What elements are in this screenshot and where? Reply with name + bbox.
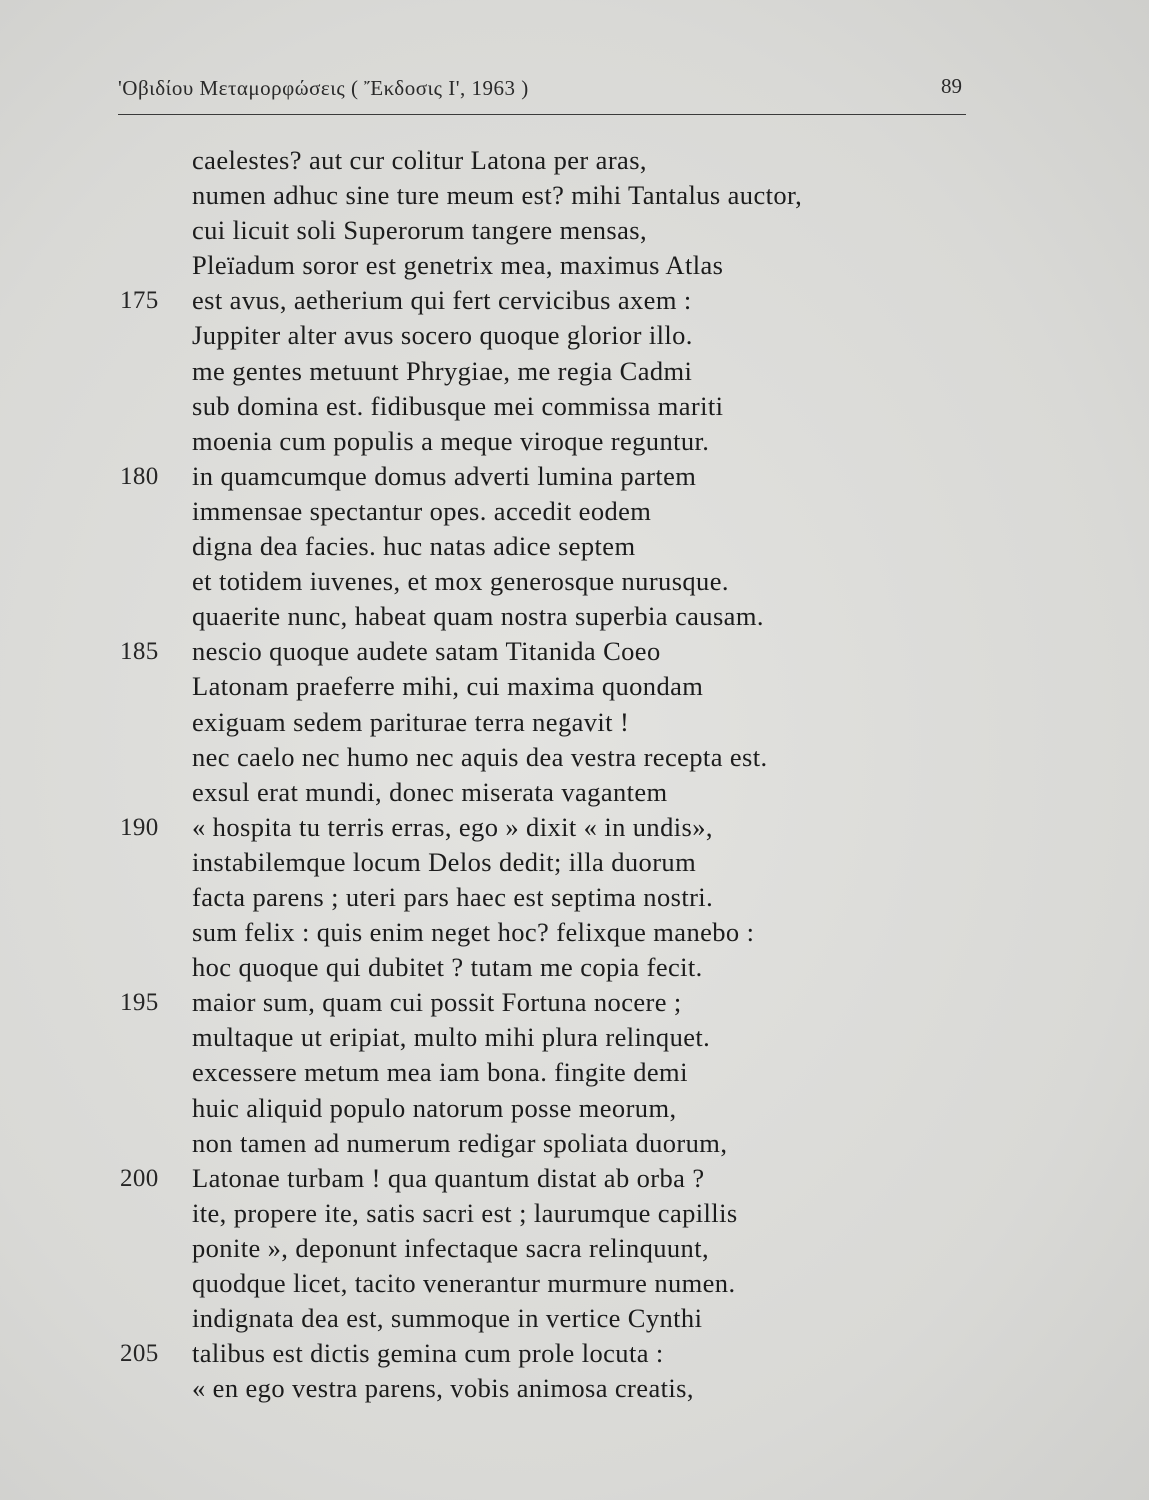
- verse-text: indignata dea est, summoque in vertice Cynthi: [192, 1303, 703, 1334]
- verse-text: multaque ut eripiat, multo mihi plura relinquet.: [192, 1022, 711, 1053]
- verse-line: [118, 248, 978, 283]
- verse-text: « hospita tu terris erras, ego » dixit « in undis»,: [192, 811, 713, 842]
- verse-line: [118, 1161, 978, 1196]
- verse-block: [118, 143, 978, 1406]
- line-number: 175: [120, 287, 159, 315]
- verse-line: [118, 1301, 978, 1336]
- verse-line: [118, 213, 978, 248]
- line-number: 180: [120, 462, 159, 490]
- verse-text: quodque licet, tacito venerantur murmure numen.: [192, 1268, 736, 1298]
- verse-text: non tamen ad numerum redigar spoliata duorum,: [192, 1127, 728, 1158]
- verse-text: « en ego vestra parens, vobis animosa creatis,: [192, 1373, 694, 1404]
- verse-line: [118, 1055, 978, 1090]
- verse-text: et totidem iuvenes, et mox generosque nurusque.: [192, 566, 729, 597]
- verse-text: nescio quoque audete satam Titanida Coeo: [192, 636, 661, 667]
- verse-text: talibus est dictis gemina cum prole locuta :: [192, 1338, 664, 1369]
- verse-text: immensae spectantur opes. accedit eodem: [192, 495, 652, 526]
- line-number: 200: [120, 1164, 159, 1192]
- verse-line: [118, 1266, 978, 1301]
- verse-text: nec caelo nec humo nec aquis dea vestra recepta est.: [192, 741, 768, 772]
- line-number: 205: [120, 1340, 159, 1368]
- verse-line: [118, 178, 978, 213]
- verse-line: [118, 1020, 978, 1055]
- verse-text: cui licuit soli Superorum tangere mensas,: [192, 215, 648, 246]
- verse-line: [118, 283, 978, 318]
- line-number: 190: [120, 813, 159, 841]
- verse-line: [118, 1126, 978, 1161]
- verse-text: hoc quoque qui dubitet ? tutam me copia fecit.: [192, 952, 703, 983]
- verse-line: [118, 424, 978, 459]
- verse-text: Latonae turbam ! qua quantum distat ab orba ?: [192, 1162, 705, 1193]
- verse-text: quaerite nunc, habeat quam nostra superbia causam.: [192, 601, 764, 632]
- running-header: [118, 70, 966, 115]
- line-number: 185: [120, 638, 159, 666]
- verse-text: instabilemque locum Delos dedit; illa duorum: [192, 846, 697, 877]
- page-number: 89: [941, 74, 962, 98]
- verse-line: [118, 459, 978, 494]
- verse-line: [118, 143, 978, 178]
- verse-text: maior sum, quam cui possit Fortuna nocere ;: [192, 987, 682, 1018]
- verse-line: [118, 494, 978, 529]
- verse-text: numen adhuc sine ture meum est? mihi Tantalus auctor,: [192, 180, 803, 211]
- verse-line: [118, 318, 978, 353]
- verse-line: [118, 1231, 978, 1266]
- verse-line: [118, 740, 978, 775]
- line-number: 195: [120, 989, 159, 1017]
- verse-text: moenia cum populis a meque viroque reguntur.: [192, 425, 710, 456]
- verse-text: in quamcumque domus adverti lumina partem: [192, 460, 697, 491]
- verse-text: facta parens ; uteri pars haec est septima nostri.: [192, 881, 714, 912]
- verse-text: exiguam sedem pariturae terra negavit !: [192, 706, 630, 737]
- verse-text: Latonam praeferre mihi, cui maxima quondam: [192, 671, 704, 702]
- verse-text: sum felix : quis enim neget hoc? felixque manebo :: [192, 917, 755, 948]
- verse-text: est avus, aetherium qui fert cervicibus axem :: [192, 285, 692, 316]
- verse-line: [118, 950, 978, 985]
- verse-line: [118, 1371, 978, 1406]
- verse-line: [118, 599, 978, 634]
- verse-text: Juppiter alter avus socero quoque glorior illo.: [192, 320, 693, 351]
- verse-text: Pleïadum soror est genetrix mea, maximus Atlas: [192, 250, 724, 281]
- header-title: 'Οβιδίου Μεταμορφώσεις ( Ἔκδοσις Ι', 1963 ): [118, 76, 529, 100]
- verse-text: me gentes metuunt Phrygiae, me regia Cadmi: [192, 355, 693, 386]
- verse-line: [118, 915, 978, 950]
- verse-line: [118, 1336, 978, 1371]
- verse-text: caelestes? aut cur colitur Latona per aras,: [192, 145, 647, 175]
- verse-text: excessere metum mea iam bona. fingite demi: [192, 1057, 688, 1088]
- verse-line: [118, 354, 978, 389]
- verse-line: [118, 389, 978, 424]
- verse-line: [118, 985, 978, 1020]
- verse-text: ponite », deponunt infectaque sacra relinquunt,: [192, 1232, 709, 1263]
- verse-line: [118, 845, 978, 880]
- verse-line: [118, 529, 978, 564]
- verse-text: exsul erat mundi, donec miserata vagantem: [192, 776, 668, 807]
- verse-text: ite, propere ite, satis sacri est ; laurumque capillis: [192, 1197, 738, 1228]
- verse-line: [118, 880, 978, 915]
- verse-text: sub domina est. fidibusque mei commissa mariti: [192, 390, 724, 421]
- verse-text: digna dea facies. huc natas adice septem: [192, 531, 636, 562]
- verse-line: [118, 1091, 978, 1126]
- verse-line: [118, 634, 978, 669]
- verse-text: huic aliquid populo natorum posse meorum,: [192, 1092, 677, 1123]
- verse-line: [118, 1196, 978, 1231]
- verse-line: [118, 810, 978, 845]
- verse-line: [118, 669, 978, 704]
- verse-line: [118, 564, 978, 599]
- verse-line: [118, 775, 978, 810]
- verse-line: [118, 705, 978, 740]
